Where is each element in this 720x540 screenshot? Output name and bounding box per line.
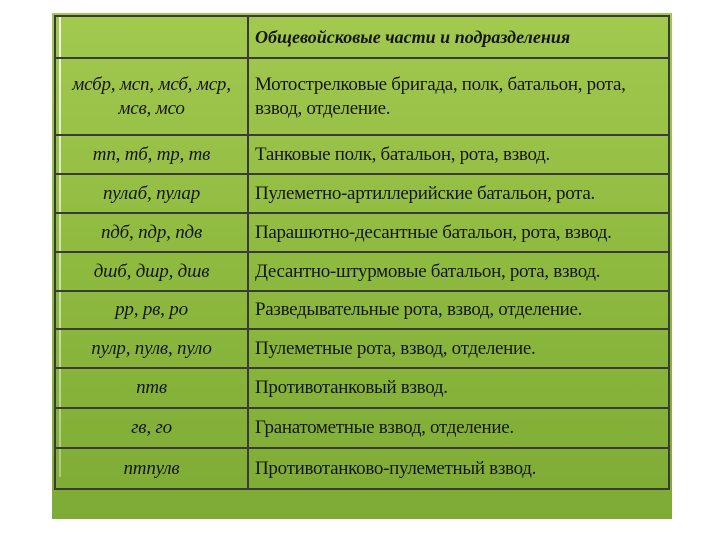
table-row [55, 58, 669, 135]
description-cell: Мотострелковые бригада, полк, батальон, рота, взвод, отделение. [248, 58, 669, 135]
description-cell: Парашютно-десантные батальон, рота, взвод. [248, 213, 669, 252]
abbreviation-cell: рр, рв, ро [55, 291, 248, 329]
description-cell: Гранатометные взвод, отделение. [248, 408, 669, 448]
description-cell: Разведывательные рота, взвод, отделение. [248, 291, 669, 329]
abbreviations-table [54, 15, 670, 490]
table-row [55, 213, 669, 252]
description-cell: Пулеметно-артиллерийские батальон, рота. [248, 174, 669, 213]
table-row [55, 252, 669, 291]
header-empty-cell [55, 16, 248, 58]
table-row [55, 135, 669, 174]
table-row [55, 291, 669, 329]
table-row [55, 174, 669, 213]
abbreviation-cell: тп, тб, тр, тв [55, 135, 248, 174]
description-cell: Танковые полк, батальон, рота, взвод. [248, 135, 669, 174]
description-cell: Противотанковый взвод. [248, 368, 669, 408]
abbreviation-cell: пулаб, пулар [55, 174, 248, 213]
table-row [55, 448, 669, 489]
abbreviation-cell: пдб, пдр, пдв [55, 213, 248, 252]
table-row [55, 408, 669, 448]
description-cell: Противотанково-пулеметный взвод. [248, 448, 669, 489]
description-cell: Пулеметные рота, взвод, отделение. [248, 329, 669, 368]
abbreviation-cell: мсбр, мсп, мсб, мср, мсв, мсо [55, 58, 248, 135]
table-header-row [55, 16, 669, 58]
table-row [55, 329, 669, 368]
description-cell: Десантно-штурмовые батальон, рота, взвод. [248, 252, 669, 291]
table-row [55, 368, 669, 408]
abbreviation-cell: дшб, дшр, дшв [55, 252, 248, 291]
abbreviation-cell: птпулв [55, 448, 248, 489]
abbreviation-cell: птв [55, 368, 248, 408]
table-header: Общевойсковые части и подразделения [248, 16, 669, 58]
abbreviation-cell: пулр, пулв, пуло [55, 329, 248, 368]
abbreviation-cell: гв, го [55, 408, 248, 448]
